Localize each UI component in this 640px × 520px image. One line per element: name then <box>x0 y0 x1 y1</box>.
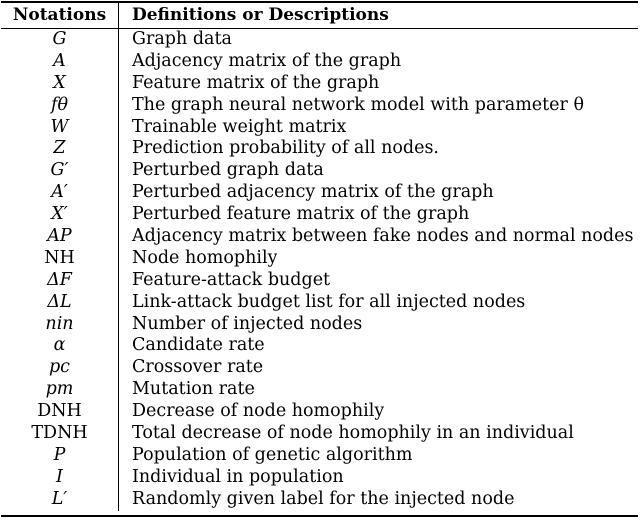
table-row <box>1 379 638 401</box>
table-row <box>1 489 638 511</box>
table-row <box>1 95 638 117</box>
notation-cell: L′ <box>1 489 119 511</box>
notation-cell: pc <box>1 357 119 379</box>
description-cell: Total decrease of node homophily in an individual <box>132 423 574 444</box>
header-notations: Notations <box>1 3 119 28</box>
table-row <box>1 160 638 182</box>
notation-cell: TDNH <box>1 423 119 445</box>
description-cell: Candidate rate <box>132 335 265 356</box>
table-row <box>1 270 638 292</box>
notation-cell: X′ <box>1 204 119 226</box>
description-cell: Decrease of node homophily <box>132 401 385 422</box>
table-row <box>1 467 638 489</box>
description-cell: Link-attack budget list for all injected nodes <box>132 291 526 312</box>
notation-cell: pm <box>1 379 119 401</box>
description-cell: Population of genetic algorithm <box>132 444 413 465</box>
table-header-row <box>1 3 638 29</box>
description-cell: Number of injected nodes <box>132 313 363 334</box>
description-cell: Adjacency matrix of the graph <box>132 50 402 71</box>
notation-cell: G′ <box>1 160 119 182</box>
table-row <box>1 51 638 73</box>
table-row <box>1 204 638 226</box>
notation-cell: X <box>1 73 119 95</box>
notation-cell: W <box>1 117 119 139</box>
table-row <box>1 29 638 51</box>
description-cell: Feature matrix of the graph <box>132 72 380 93</box>
table-row <box>1 401 638 423</box>
table-row <box>1 357 638 379</box>
description-cell: Perturbed feature matrix of the graph <box>132 204 470 225</box>
table-row <box>1 314 638 336</box>
description-cell: Node homophily <box>132 247 278 268</box>
description-cell: Adjacency matrix between fake nodes and normal nodes <box>132 226 634 247</box>
table-row <box>1 117 638 139</box>
notation-cell: α <box>1 335 119 357</box>
notation-cell: G <box>1 29 119 51</box>
table-row <box>1 73 638 95</box>
notation-cell: Z <box>1 138 119 160</box>
description-cell: Feature-attack budget <box>132 269 331 290</box>
notation-cell: AP <box>1 226 119 248</box>
description-cell: Perturbed graph data <box>132 160 324 181</box>
notation-cell: NH <box>1 248 119 270</box>
description-cell: The graph neural network model with parameter θ <box>132 94 584 115</box>
description-cell: Graph data <box>132 29 232 49</box>
description-cell: Crossover rate <box>132 357 264 378</box>
description-cell: Randomly given label for the injected node <box>132 488 515 509</box>
description-cell: Trainable weight matrix <box>132 116 347 137</box>
notation-cell: fθ <box>1 95 119 117</box>
table-row <box>1 138 638 160</box>
table-row <box>1 445 638 467</box>
description-cell: Mutation rate <box>132 379 255 400</box>
notation-cell: DNH <box>1 401 119 423</box>
notation-table <box>1 1 638 517</box>
notation-cell: I <box>1 467 119 489</box>
table-row <box>1 292 638 314</box>
notation-cell: nin <box>1 314 119 336</box>
description-cell: Perturbed adjacency matrix of the graph <box>132 182 494 203</box>
notation-cell: A <box>1 51 119 73</box>
table-row <box>1 226 638 248</box>
table-row <box>1 423 638 445</box>
notation-cell: ΔL <box>1 292 119 314</box>
description-cell: Individual in population <box>132 466 344 487</box>
table-row <box>1 248 638 270</box>
header-definitions: Definitions or Descriptions <box>132 5 389 25</box>
table-row <box>1 335 638 357</box>
notation-cell: P <box>1 445 119 467</box>
notation-cell: ΔF <box>1 270 119 292</box>
notation-cell: A′ <box>1 182 119 204</box>
table-row <box>1 182 638 204</box>
description-cell: Prediction probability of all nodes. <box>132 138 439 159</box>
